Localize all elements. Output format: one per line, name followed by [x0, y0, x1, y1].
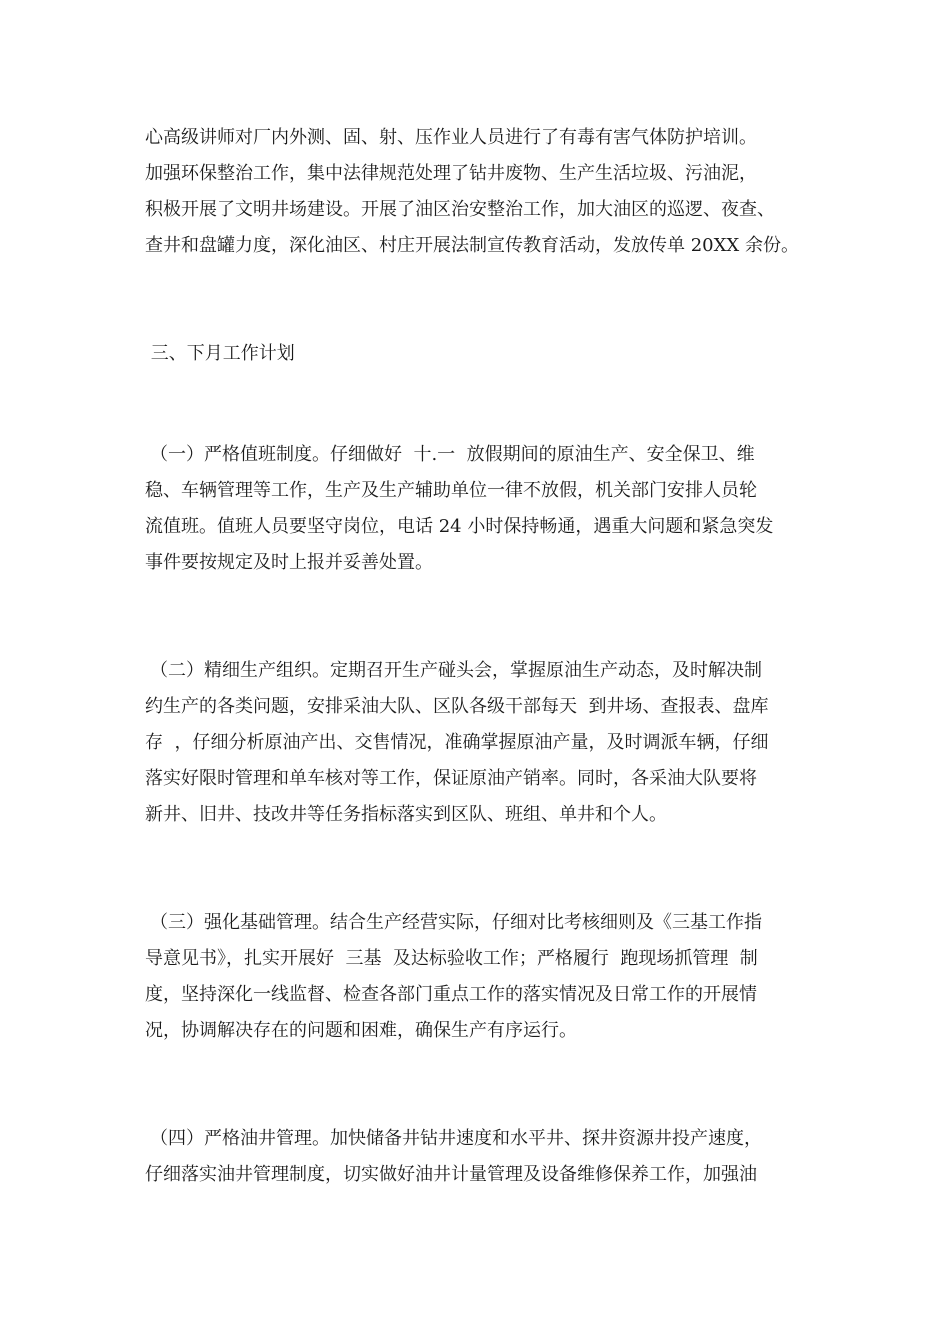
text-line: 存 ，仔细分析原油产出、交售情况，准确掌握原油产量，及时调派车辆，仔细	[145, 732, 769, 753]
paragraph-item-3	[145, 905, 830, 1049]
text-line: 况，协调解决存在的问题和困难，确保生产有序运行。	[145, 1020, 577, 1041]
text-line: （二）精细生产组织。定期召开生产碰头会，掌握原油生产动态，及时解决制	[150, 660, 762, 681]
text-line: （四）严格油井管理。加快储备井钻井速度和水平井、探井资源井投产速度，	[150, 1128, 762, 1149]
text-line: 事件要按规定及时上报并妥善处置。	[145, 552, 433, 573]
text-line: 查井和盘罐力度，深化油区、村庄开展法制宣传教育活动，发放传单 20XX 余份。	[145, 235, 799, 256]
paragraph-item-1	[145, 437, 830, 581]
text-line: 稳、车辆管理等工作，生产及生产辅助单位一律不放假，机关部门安排人员轮	[145, 480, 757, 501]
heading-text: 三、下月工作计划	[145, 343, 295, 364]
text-line: 导意见书》，扎实开展好 三基 及达标验收工作；严格履行 跑现场抓管理 制	[145, 948, 758, 969]
text-line: 落实好限时管理和单车核对等工作，保证原油产销率。同时，各采油大队要将	[145, 768, 757, 789]
text-line: 度，坚持深化一线监督、检查各部门重点工作的落实情况及日常工作的开展情	[145, 984, 757, 1005]
paragraph-item-4	[145, 1121, 830, 1193]
paragraph-intro	[145, 120, 825, 264]
text-line: 仔细落实油井管理制度，切实做好油井计量管理及设备维修保养工作，加强油	[145, 1164, 757, 1185]
text-line: 加强环保整治工作，集中法律规范处理了钻井废物、生产生活垃圾、污油泥，	[145, 163, 757, 184]
text-line: （一）严格值班制度。仔细做好 十.一 放假期间的原油生产、安全保卫、维	[150, 444, 755, 465]
paragraph-item-2	[145, 653, 830, 833]
text-line: （三）强化基础管理。结合生产经营实际，仔细对比考核细则及《三基工作指	[150, 912, 762, 933]
text-line: 新井、旧井、技改井等任务指标落实到区队、班组、单井和个人。	[145, 804, 667, 825]
text-line: 约生产的各类问题，安排采油大队、区队各级干部每天 到井场、查报表、盘库	[145, 696, 769, 717]
text-line: 流值班。值班人员要坚守岗位，电话 24 小时保持畅通，遇重大问题和紧急突发	[145, 516, 774, 537]
text-line: 积极开展了文明井场建设。开展了油区治安整治工作，加大油区的巡逻、夜查、	[145, 199, 775, 220]
section-heading	[145, 336, 825, 372]
text-line: 心高级讲师对厂内外测、固、射、压作业人员进行了有毒有害气体防护培训。	[145, 127, 757, 148]
